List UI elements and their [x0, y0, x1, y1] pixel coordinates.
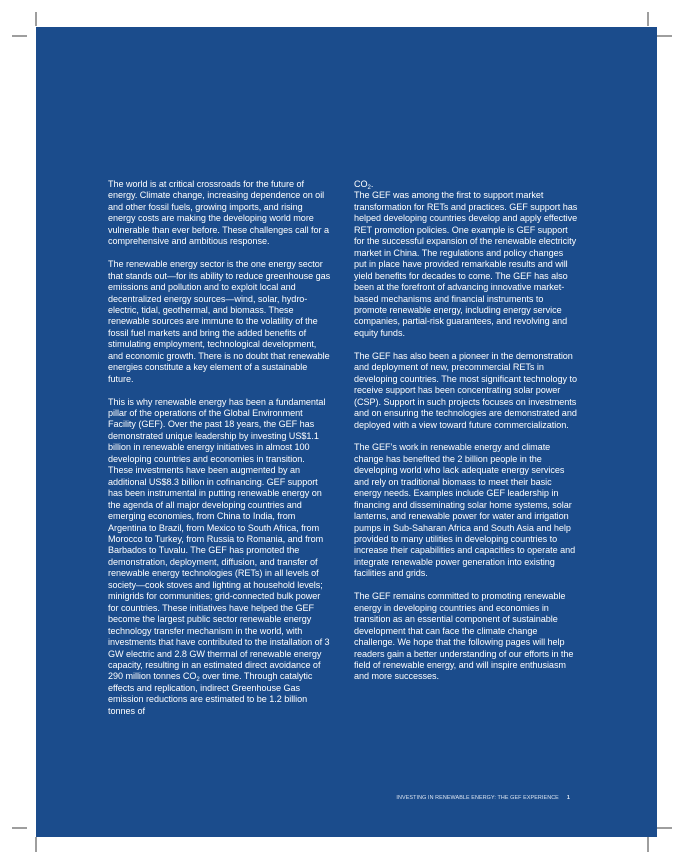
running-title: INVESTING IN RENEWABLE ENERGY: THE GEF EXPERIENCE [396, 795, 559, 801]
right-text-column [354, 179, 578, 683]
paragraph-market-transformation: The GEF was among the first to support market transformation for RETs and practices. GEF support has helped developing countries develop and apply effective RET promotion policies. One example is GEF support for the successful expansion of the renewable electricity market in China. The regulations and policy changes put in place have provided remarkable results and will yield benefits for decades to come. The GEF has also been at the forefront of advancing innovative market-based mechanisms and financial instruments to promote renewable energy, including energy service companies, partial-risk guarantees, and revolving and equity funds. [354, 190, 578, 338]
crop-mark-top-left-horizontal [12, 35, 27, 37]
paragraph-benefits: The GEF’s work in renewable energy and climate change has benefited the 2 billion people in the developing world who lack adequate energy services and rely on traditional biomass to meet their basic energy needs. Examples include GEF leadership in financing and disseminating solar home systems, solar lanterns, and renewable power for water and irrigation pumps in Sub-Saharan Africa and South Asia and help provided to many utilities in developing countries to increase their capabilities and capacities to operate and integrate renewable power generation into existing facilities and grids. [354, 442, 576, 579]
crop-mark-bottom-left-horizontal [12, 827, 27, 829]
paragraph-gef-pillar: This is why renewable energy has been a fundamental pillar of the operations of the Global Environment Facility (GEF). Over the past 18 years, the GEF has demonstrated unique leadership by investing US$1.1 billion in renewable energy initiatives in almost 100 developing countries and economies in transition. These investments have been augmented by an additional US$8.3 billion in cofinancing. GEF support has been instrumental in putting renewable energy on the agenda of all major developing countries and emerging economies, from China to India, from Argentina to Brazil, from Mexico to South Africa, from Morocco to Turkey, from Russia to Romania, and from Barbados to Tuvalu. The GEF has promoted the demonstration, deployment, diffusion, and transfer of renewable energy technologies (RETs) in all levels of society—cook stoves and lighting at household levels; minigrids for communities; grid-connected bulk power for countries. These initiatives have helped the GEF become the largest public sector renewable energy technology transfer mechanism in the world, with investments that have contributed to the installation of 3 GW electric and 2.8 GW thermal of renewable energy capacity, resulting in an estimated direct avoidance of 290 million tonnes $CO_2$ over time. Through catalytic effects and replication, indirect Greenhouse Gas emission reductions are estimated to be 1.2 billion tonnes of [108, 396, 330, 716]
paragraph-intro: The world is at critical crossroads for the future of energy. Climate change, increasing dependence on oil and other fossil fuels, growing imports, and rising energy costs are making the developing world more vulnerable than ever before. These challenges call for a comprehensive and ambitious response. [108, 179, 329, 247]
left-text-column [108, 179, 332, 717]
paragraph-renewable-sector: The renewable energy sector is the one energy sector that stands out—for its ability to reduce greenhouse gas emissions and pollution and to exploit local and decentralized energy sources—wind, solar, hydro-electric, tidal, geothermal, and biomass. These renewable sources are immune to the volatility of the fossil fuel markets and bring the added benefits of stimulating employment, technological development, and economic growth. There is no doubt that renewable energies constitute a key element of a sustainable future. [108, 259, 331, 384]
crop-mark-bottom-right-horizontal [657, 827, 672, 829]
crop-mark-top-right-horizontal [657, 35, 672, 37]
crop-mark-bottom-right-vertical [647, 837, 649, 852]
crop-mark-bottom-left-vertical [35, 837, 37, 852]
crop-mark-top-right-vertical [647, 12, 649, 26]
page-number: 1 [566, 795, 570, 801]
page-footer [380, 795, 570, 801]
paragraph-commitment: The GEF remains committed to promoting renewable energy in developing countries and economies in transition as an essential component of sustainable development that can face the climate change challenge. We hope that the following pages will help readers gain a better understanding of our efforts in the field of renewable energy, and will inspire enthusiasm and more successes. [354, 591, 574, 682]
crop-mark-top-left-vertical [35, 12, 37, 26]
paragraph-pioneer: The GEF has also been a pioneer in the demonstration and deployment of new, precommercial RETs in developing countries. The most significant technology to receive support has been concentrating solar power (CSP). Support in such projects focuses on investments and on ensuring the technologies are demonstrated and deployed with a view toward future commercialization. [354, 350, 577, 430]
paragraph-continuation: $CO_2$. [354, 179, 374, 191]
